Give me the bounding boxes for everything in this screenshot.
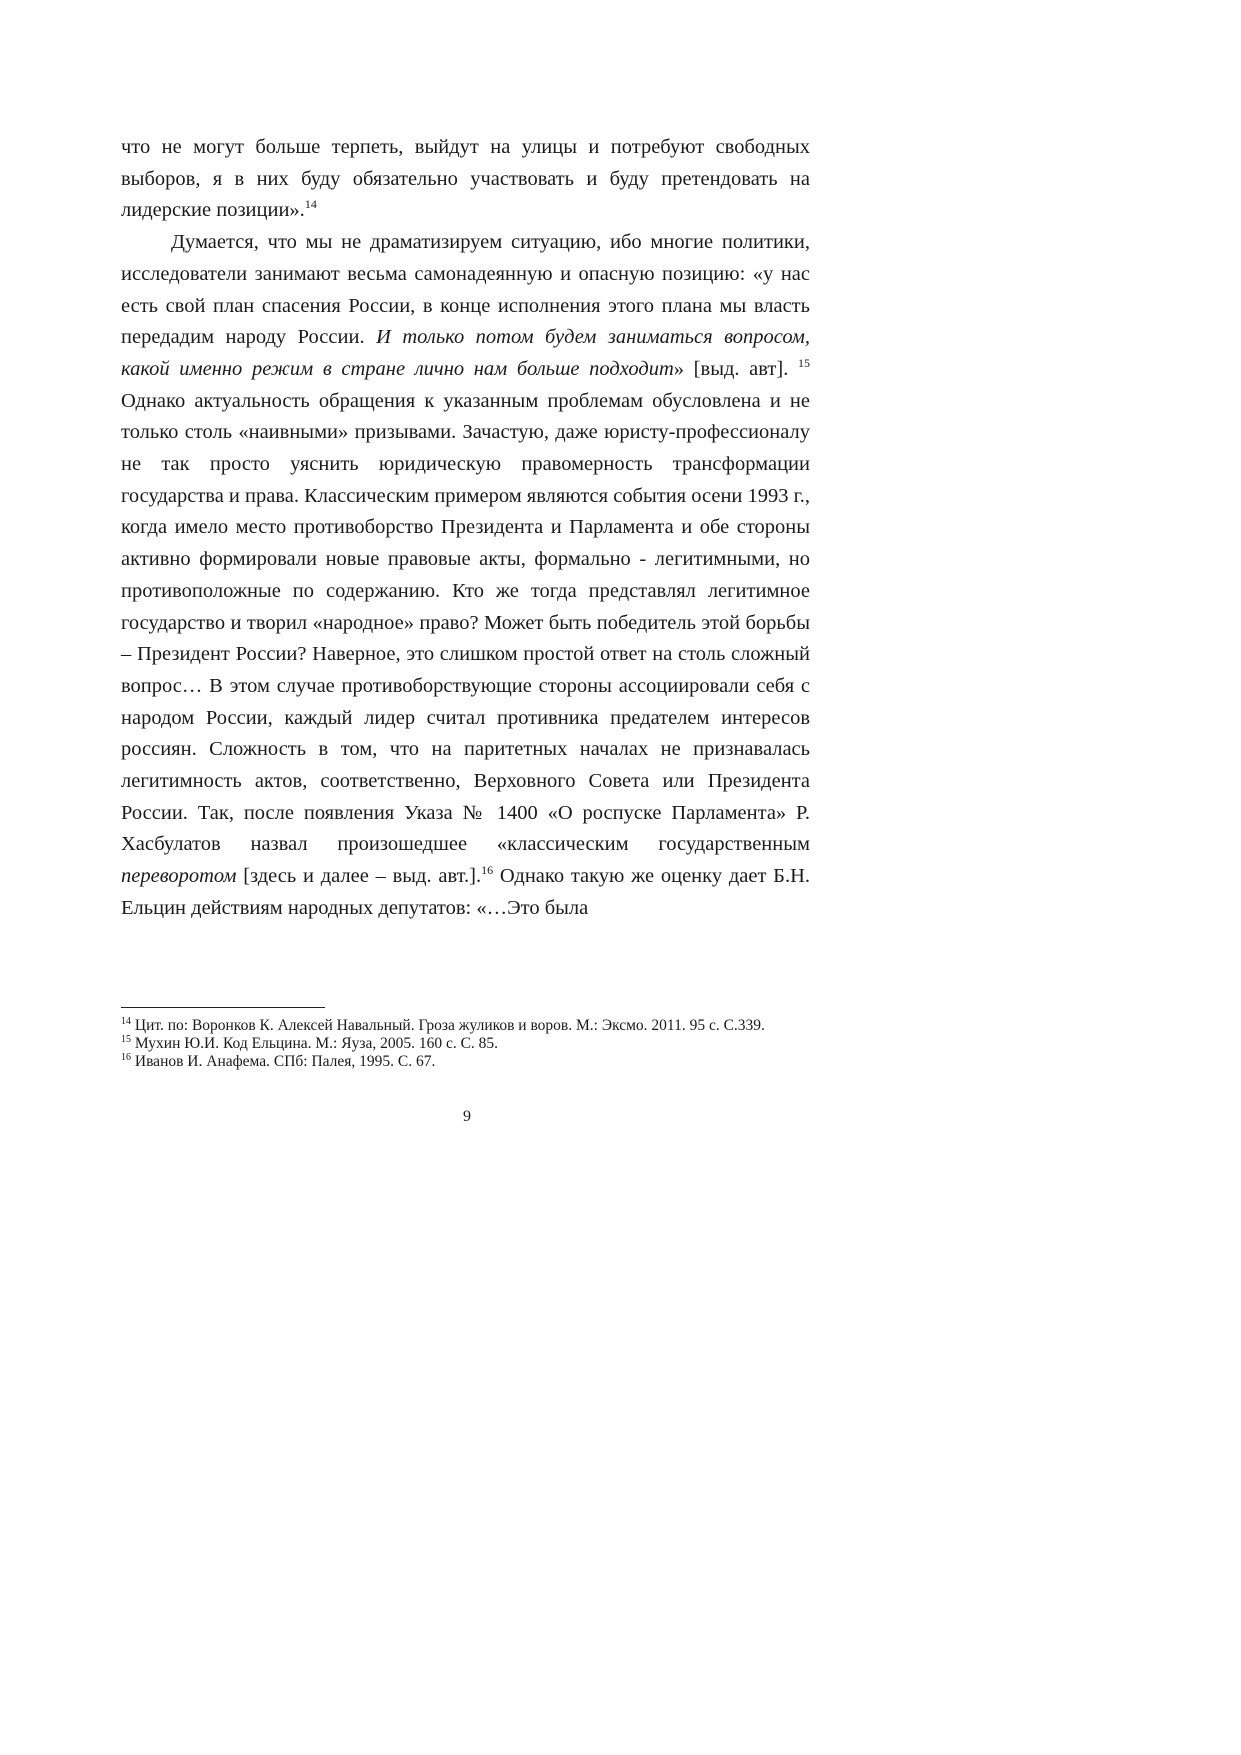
footnote-ref-16: 16 [481,863,494,878]
footnote-text: Цит. по: Воронков К. Алексей Навальный. Гроза жуликов и воров. М.: Эксмо. 2011. 95 с. С.339. [131,1017,765,1034]
footnote-num: 14 [121,1016,131,1027]
page-body [121,132,810,925]
p2-text-4: [здесь и далее – выд. авт.]. [236,865,482,888]
footnote-text: Иванов И. Анафема. СПб: Палея, 1995. С. 67. [131,1053,436,1070]
footnote-num: 16 [121,1052,131,1063]
p2-text-2: » [выд. авт]. [673,357,798,380]
footnote-num: 15 [121,1034,131,1045]
paragraph-1 [121,132,810,227]
paragraph-2 [121,227,810,924]
footnote-16 [121,1053,810,1071]
p2-text-1: Думается, что мы не драматизируем ситуацию, ибо многие политики, исследователи занимают весьма самонадеянную и опасную позицию: «у нас есть свой план спасения России, в конце исполнения этого плана мы власть передадим народу России. [121,231,810,349]
footnote-separator [121,1007,325,1008]
footnote-text: Мухин Ю.И. Код Ельцина. М.: Яуза, 2005. 160 с. С. 85. [131,1035,499,1052]
footnote-ref-14: 14 [304,197,317,212]
page-number: 9 [463,1108,471,1125]
footnote-14 [121,1017,810,1035]
p1-text: что не могут больше терпеть, выйдут на улицы и потребуют свободных выборов, я в них буду обязательно участвовать и буду претендовать на лидерские позиции». [121,136,810,222]
p2-text-5: Однако такую же оценку дает Б.Н. Ельцин действиям народных депутатов: «…Это была [121,865,810,919]
p2-italic-coup: переворотом [121,865,237,888]
p2-text-3: Однако актуальность обращения к указанным проблемам обусловлена и не только столь «наивными» призывами. Зачастую, даже юристу-профессионалу не так просто уяснить юридическую правомерность трансформации государства и права. Классическим примером являются события осени 1993 г., когда имело место противоборство Президента и Парламента и обе стороны активно формировали новые правовые акты, формально - легитимными, но противоположные по содержанию. Кто же тогда представлял легитимное государство и творил «народное» право? Может быть победитель этой борьбы – Президент России? Наверное, это слишком простой ответ на столь сложный вопрос… В этом случае противоборствующие стороны ассоциировали себя с народом России, каждый лидер считал противника предателем интересов россиян. Сложность в том, что на паритетных началах не признавалась легитимность актов, соответственно, Верховного Совета или Президента России. Так, после появления Указа № 1400 «О роспуске Парламента» Р. Хасбулатов назвал произошедшее «классическим государственным [121,389,810,856]
footnote-ref-15: 15 [798,355,810,370]
p2-italic-quote: И только потом будем заниматься вопросом, какой именно режим в стране лично нам больше подходит [121,326,810,380]
footnotes [121,1017,810,1071]
footnote-15 [121,1035,810,1053]
